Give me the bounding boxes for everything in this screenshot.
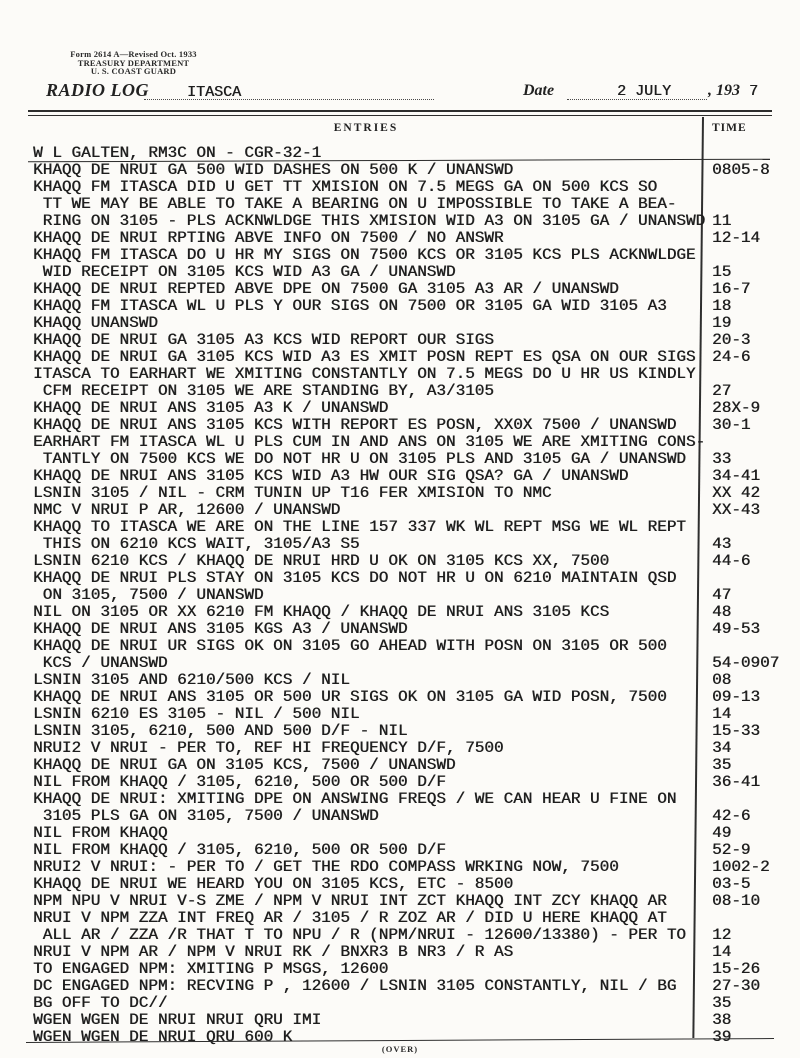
log-entry-time: 20-3 [712,331,751,349]
log-row [0,536,800,553]
log-entry-text: RING ON 3105 - PLS ACKNWLDGE THIS XMISION WID A3 ON 3105 GA / UNANSWD [33,212,706,230]
log-row [0,349,800,366]
log-row [0,519,800,536]
log-entry-time: 54-0907 [712,654,780,672]
log-row [0,604,800,621]
log-entry-time: 14 [712,705,732,723]
log-entry-time: 15-26 [712,960,761,978]
log-row [0,859,800,876]
log-entry-text: LSNIN 3105 AND 6210/500 KCS / NIL [33,671,350,689]
log-entry-time: 15 [712,263,732,281]
log-row [0,502,800,519]
log-row [0,400,800,417]
log-entry-time: 33 [712,450,732,468]
log-entry-time: 48 [712,603,732,621]
log-entry-time: 19 [712,314,732,332]
log-entry-text: NMC V NRUI P AR, 12600 / UNANSWD [33,501,341,519]
log-entry-text: BG OFF TO DC// [33,994,168,1012]
log-entry-text: KHAQQ DE NRUI UR SIGS OK ON 3105 GO AHEAD WITH POSN ON 3105 OR 500 [33,637,667,655]
log-row [0,723,800,740]
log-entry-time: 36-41 [712,773,761,791]
log-entry-time: 15-33 [712,722,761,740]
log-entry-text: LSNIN 6210 KCS / KHAQQ DE NRUI HRD U OK ON 3105 KCS XX, 7500 [33,552,610,570]
log-entry-text: ON 3105, 7500 / UNANSWD [33,586,264,604]
log-row [0,145,800,162]
log-entry-time: 0805-8 [712,161,770,179]
log-row [0,944,800,961]
log-entry-time: 03-5 [712,875,751,893]
log-entry-text: KHAQQ DE NRUI: XMITING DPE ON ANSWING FREQS / WE CAN HEAR U FINE ON [33,790,677,808]
log-entry-text: KHAQQ DE NRUI GA 500 WID DASHES ON 500 K / UNANSWD [33,161,514,179]
log-row [0,383,800,400]
log-row [0,842,800,859]
log-entry-text: KHAQQ DE NRUI PLS STAY ON 3105 KCS DO NOT HR U ON 6210 MAINTAIN QSD [33,569,677,587]
log-row [0,893,800,910]
form-agency: U. S. COAST GUARD [90,66,177,76]
log-entry-time: 47 [712,586,732,604]
log-row [0,910,800,927]
log-entry-text: WGEN WGEN DE NRUI QRU 600 K [33,1028,293,1046]
log-row [0,570,800,587]
log-entry-time: XX-43 [712,501,761,519]
log-entry-text: W L GALTEN, RM3C ON - CGR-32-1 [33,144,322,162]
log-entry-text: KCS / UNANSWD [33,654,168,672]
log-row [0,995,800,1012]
log-entry-time: 12 [712,926,732,944]
entries-column-header: ENTRIES [333,122,399,134]
log-entry-time: 43 [712,535,732,553]
log-entry-time: XX 42 [712,484,761,502]
log-entry-time: 27-30 [712,977,761,995]
log-entry-text: TT WE MAY BE ABLE TO TAKE A BEARING ON U IMPOSSIBLE TO TAKE A BEA- [33,195,677,213]
log-entry-text: KHAQQ FM ITASCA DID U GET TT XMISION ON 7.5 MEGS GA ON 500 KCS SO [33,178,658,196]
log-entry-text: NIL ON 3105 OR XX 6210 FM KHAQQ / KHAQQ DE NRUI ANS 3105 KCS [33,603,610,621]
log-entry-time: 08-10 [712,892,761,910]
log-entry-text: ITASCA TO EARHART WE XMITING CONSTANTLY ON 7.5 MEGS DO U HR US KINDLY [33,365,696,383]
log-row [0,332,800,349]
log-row [0,196,800,213]
log-entry-text: THIS ON 6210 KCS WAIT, 3105/A3 S5 [33,535,360,553]
form-department: TREASURY DEPARTMENT [77,57,190,68]
log-entry-time: 39 [712,1028,732,1046]
log-entry-time: 49-53 [712,620,761,638]
log-entry-text: EARHART FM ITASCA WL U PLS CUM IN AND ANS ON 3105 WE ARE XMITING CONS- [33,433,706,451]
log-entry-text: LSNIN 6210 ES 3105 - NIL / 500 NIL [33,705,360,723]
log-entry-time: 24-6 [712,348,751,366]
log-entry-text: KHAQQ TO ITASCA WE ARE ON THE LINE 157 337 WK WL REPT MSG WE WL REPT [33,518,686,536]
log-entry-text: NRUI V NPM ZZA INT FREQ AR / 3105 / R ZOZ AR / DID U HERE KHAQQ AT [33,909,667,927]
log-row [0,298,800,315]
log-row [0,230,800,247]
log-entry-text: KHAQQ DE NRUI ANS 3105 KCS WID A3 HW OUR SIG QSA? GA / UNANSWD [33,467,629,485]
log-entry-time: 08 [712,671,732,689]
form-number: Form 2614 A—Revised Oct. 1933 [70,49,197,59]
log-row [0,740,800,757]
log-row [0,451,800,468]
year-printed: , 193 [708,82,740,99]
log-entry-text: NIL FROM KHAQQ [33,824,168,842]
log-entry-time: 09-13 [712,688,761,706]
log-row [0,774,800,791]
log-entry-text: 3105 PLS GA ON 3105, 7500 / UNANSWD [33,807,379,825]
log-entry-time: 1002-2 [712,858,770,876]
log-entry-text: KHAQQ DE NRUI GA ON 3105 KCS, 7500 / UNANSWD [33,756,456,774]
date-label: Date [523,82,555,99]
log-entry-text: KHAQQ DE NRUI ANS 3105 A3 K / UNANSWD [33,399,389,417]
log-row [0,366,800,383]
log-row [0,281,800,298]
time-column-header: TIME [712,122,747,134]
log-entry-text: KHAQQ DE NRUI GA 3105 A3 KCS WID REPORT OUR SIGS [33,331,494,349]
log-entry-text: LSNIN 3105, 6210, 500 AND 500 D/F - NIL [33,722,408,740]
log-entry-time: 34-41 [712,467,761,485]
log-entry-text: NPM NPU V NRUI V-S ZME / NPM V NRUI INT ZCT KHAQQ INT ZCY KHAQQ AR [33,892,667,910]
log-row [0,655,800,672]
log-entry-text: KHAQQ DE NRUI GA 3105 KCS WID A3 ES XMIT POSN REPT ES QSA ON OUR SIGS [33,348,696,366]
form-identification-block [46,50,221,76]
log-entry-time: 34 [712,739,732,757]
log-entry-text: LSNIN 3105 / NIL - CRM TUNIN UP T16 FER XMISION TO NMC [33,484,552,502]
log-entry-time: 52-9 [712,841,751,859]
log-row [0,961,800,978]
log-entry-time: 42-6 [712,807,751,825]
log-entry-text: KHAQQ DE NRUI ANS 3105 KGS A3 / UNANSWD [33,620,408,638]
log-row [0,587,800,604]
log-entry-text: NRUI V NPM AR / NPM V NRUI RK / BNXR3 B NR3 / R AS [33,943,514,961]
log-row [0,825,800,842]
log-row [0,706,800,723]
log-row [0,468,800,485]
log-entry-time: 18 [712,297,732,315]
log-entry-text: KHAQQ UNANSWD [33,314,158,332]
log-entry-text: KHAQQ DE NRUI ANS 3105 OR 500 UR SIGS OK ON 3105 GA WID POSN, 7500 [33,688,667,706]
log-entry-text: ALL AR / ZZA /R THAT T TO NPU / R (NPM/NRUI - 12600/13380) - PER TO [33,926,686,944]
log-entry-text: KHAQQ FM ITASCA DO U HR MY SIGS ON 7500 KCS OR 3105 KCS PLS ACKNWLDGE [33,246,696,264]
log-entry-text: NIL FROM KHAQQ / 3105, 6210, 500 OR 500 D/F [33,841,446,859]
log-entry-time: 38 [712,1011,732,1029]
log-entry-time: 12-14 [712,229,761,247]
log-row [0,808,800,825]
log-row [0,1012,800,1029]
log-entries [0,145,800,1046]
log-row [0,162,800,179]
log-row [0,247,800,264]
date-value: 2 JULY [617,83,672,100]
log-entry-time: 35 [712,756,732,774]
log-entry-text: TO ENGAGED NPM: XMITING P MSGS, 12600 [33,960,389,978]
log-row [0,927,800,944]
log-entry-time: 49 [712,824,732,842]
log-entry-text: NRUI2 V NRUI: - PER TO / GET THE RDO COMPASS WRKING NOW, 7500 [33,858,619,876]
log-row [0,876,800,893]
station-name: ITASCA [187,84,242,101]
log-entry-time: 30-1 [712,416,751,434]
log-row [0,672,800,689]
log-entry-time: 11 [712,212,732,230]
log-entry-time: 16-7 [712,280,751,298]
log-entry-text: KHAQQ DE NRUI REPTED ABVE DPE ON 7500 GA 3105 A3 AR / UNANSWD [33,280,619,298]
log-row [0,978,800,995]
log-entry-text: NIL FROM KHAQQ / 3105, 6210, 500 OR 500 D/F [33,773,446,791]
form-title: RADIO LOG [46,80,150,100]
header-double-rule [28,110,772,116]
log-row [0,315,800,332]
log-entry-text: KHAQQ DE NRUI WE HEARD YOU ON 3105 KCS, ETC - 8500 [33,875,514,893]
log-row [0,179,800,196]
log-entry-text: WGEN WGEN DE NRUI NRUI QRU IMI [33,1011,322,1029]
log-entry-text: KHAQQ FM ITASCA WL U PLS Y OUR SIGS ON 7500 OR 3105 GA WID 3105 A3 [33,297,667,315]
log-row [0,553,800,570]
log-entry-text: WID RECEIPT ON 3105 KCS WID A3 GA / UNANSWD [33,263,456,281]
log-row [0,213,800,230]
log-entry-time: 28X-9 [712,399,761,417]
log-row [0,757,800,774]
log-entry-text: CFM RECEIPT ON 3105 WE ARE STANDING BY, A3/3105 [33,382,494,400]
form-title-row [46,80,772,104]
log-entry-time: 27 [712,382,732,400]
log-row [0,689,800,706]
log-row [0,621,800,638]
year-typed: 7 [749,83,759,100]
log-entry-time: 44-6 [712,552,751,570]
log-entry-time: 35 [712,994,732,1012]
log-entry-time: 14 [712,943,732,961]
log-row [0,638,800,655]
log-row [0,264,800,281]
over-footer: (OVER) [381,1044,419,1054]
log-entry-text: KHAQQ DE NRUI RPTING ABVE INFO ON 7500 / NO ANSWR [33,229,504,247]
log-entry-text: KHAQQ DE NRUI ANS 3105 KCS WITH REPORT ES POSN, XX0X 7500 / UNANSWD [33,416,677,434]
log-row [0,434,800,451]
log-row [0,485,800,502]
log-entry-text: NRUI2 V NRUI - PER TO, REF HI FREQUENCY D/F, 7500 [33,739,504,757]
log-row [0,417,800,434]
log-entry-text: TANTLY ON 7500 KCS WE DO NOT HR U ON 3105 PLS AND 3105 GA / UNANSWD [33,450,686,468]
log-entry-text: DC ENGAGED NPM: RECVING P , 12600 / LSNIN 3105 CONSTANTLY, NIL / BG [33,977,677,995]
log-row [0,791,800,808]
